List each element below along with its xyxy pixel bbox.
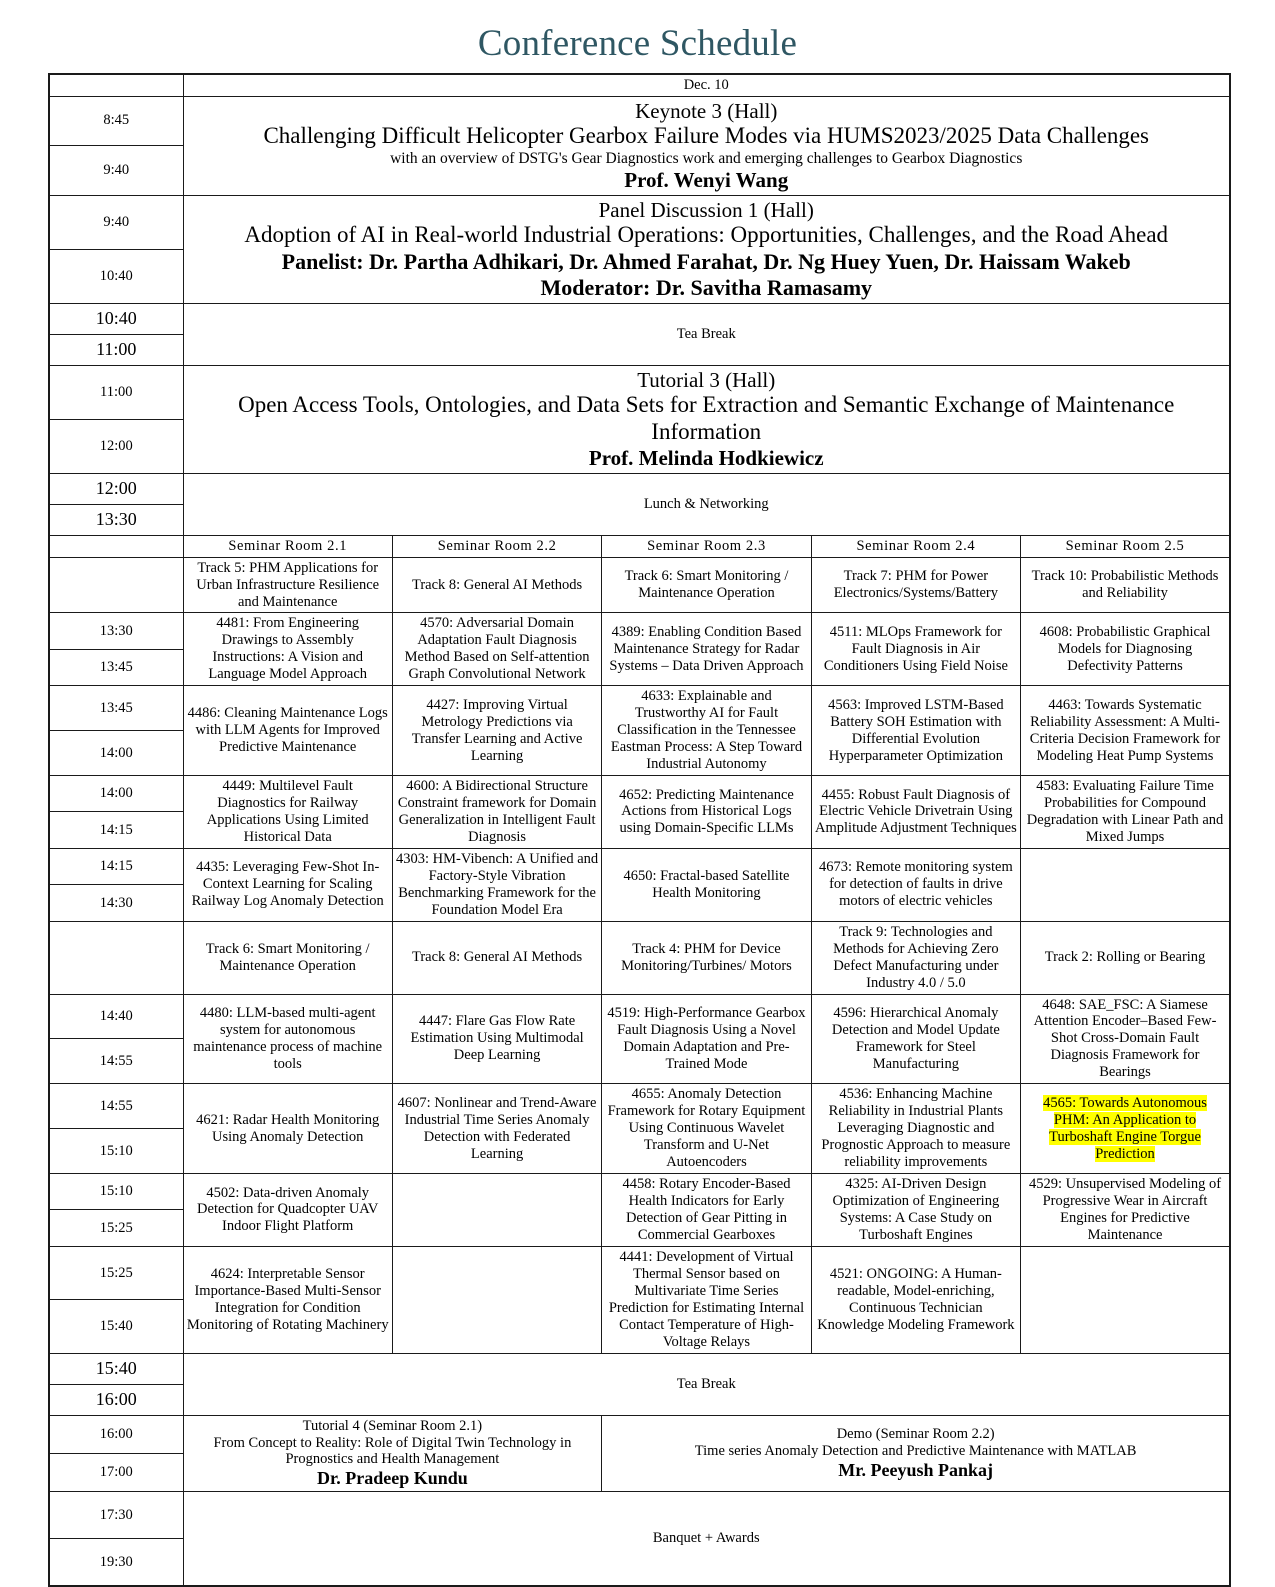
time-start: 14:15 bbox=[49, 848, 183, 884]
session-cell[interactable]: 4536: Enhancing Machine Reliability in Industrial Plants Leveraging Diagnostic and Prognostic Approach to measure reliability improvements bbox=[811, 1084, 1020, 1174]
tea-break-2-row-start bbox=[49, 1353, 1230, 1384]
session-cell[interactable]: 4480: LLM-based multi-agent system for autonomous maintenance process of machine tools bbox=[183, 994, 392, 1084]
highlighted-session-text: 4565: Towards Autonomous PHM: An Application to Turboshaft Engine Torgue Prediction bbox=[1043, 1094, 1207, 1162]
session-cell[interactable]: 4652: Predicting Maintenance Actions from Historical Logs using Domain-Specific LLMs bbox=[602, 776, 811, 849]
time-date-header: Time/Date bbox=[49, 74, 183, 96]
tutorial3-topic: Open Access Tools, Ontologies, and Data Sets for Extraction and Semantic Exchange of Maintenance Information bbox=[238, 392, 1175, 445]
time-end: 14:30 bbox=[49, 885, 183, 921]
track-header-row-2 bbox=[49, 921, 1230, 994]
time-start: 17:30 bbox=[49, 1492, 183, 1539]
session-row-start bbox=[49, 994, 1230, 1039]
panel-title: Panel Discussion 1 (Hall) bbox=[598, 197, 814, 222]
time-start: 9:40 bbox=[49, 195, 183, 249]
time-start: 12:00 bbox=[49, 473, 183, 504]
tutorial3-row-start bbox=[49, 365, 1230, 419]
keynote-row-start bbox=[49, 96, 1230, 146]
session-cell[interactable]: 4570: Adversarial Domain Adaptation Fault Diagnosis Method Based on Self-attention Graph Convolutional Network bbox=[392, 613, 601, 686]
session-cell[interactable]: 4608: Probabilistic Graphical Models for Diagnosing Defectivity Patterns bbox=[1021, 613, 1230, 686]
time-end: 15:25 bbox=[49, 1210, 183, 1246]
tea-break-label: Tea Break bbox=[183, 303, 1230, 365]
session-cell[interactable]: 4563: Improved LSTM-Based Battery SOH Estimation with Differential Evolution Hyperparameter Optimization bbox=[811, 686, 1020, 776]
session-cell[interactable]: 4486: Cleaning Maintenance Logs with LLM Agents for Improved Predictive Maintenance bbox=[183, 686, 392, 776]
time-start: 13:30 bbox=[49, 613, 183, 649]
time-end: 14:00 bbox=[49, 731, 183, 776]
conference-schedule-table bbox=[48, 73, 1231, 1587]
session-cell[interactable]: 4447: Flare Gas Flow Rate Estimation Using Multimodal Deep Learning bbox=[392, 994, 601, 1084]
room-header-spacer bbox=[49, 535, 183, 557]
tutorial4-topic: From Concept to Reality: Role of Digital Twin Technology in Prognostics and Health Management bbox=[213, 1434, 572, 1468]
lunch-label: Lunch & Networking bbox=[183, 473, 1230, 535]
session-cell[interactable]: 4633: Explainable and Trustworthy AI for Fault Classification in the Tennessee Eastman Process: A Step Toward Industrial Autonomy bbox=[602, 686, 811, 776]
time-start: 14:55 bbox=[49, 1084, 183, 1129]
session-cell[interactable]: 4650: Fractal-based Satellite Health Monitoring bbox=[602, 848, 811, 921]
panel-topic: Adoption of AI in Real-world Industrial Operations: Opportunities, Challenges, and the Road Ahead bbox=[244, 222, 1169, 248]
room-header-2: Seminar Room 2.2 bbox=[392, 535, 601, 557]
panel-panelists: Panelist: Dr. Partha Adhikari, Dr. Ahmed Farahat, Dr. Ng Huey Yuen, Dr. Haissam Wakeb bbox=[281, 249, 1131, 275]
session-row-start bbox=[49, 686, 1230, 731]
session-row-start bbox=[49, 1246, 1230, 1299]
seminar-room-header-row bbox=[49, 535, 1230, 557]
track-label-2: Track 8: General AI Methods bbox=[392, 921, 601, 994]
time-start: 13:45 bbox=[49, 686, 183, 731]
session-row-start bbox=[49, 776, 1230, 812]
banquet-label: Banquet + Awards bbox=[183, 1492, 1230, 1587]
room-header-5: Seminar Room 2.5 bbox=[1021, 535, 1230, 557]
tutorial4-row-start bbox=[49, 1415, 1230, 1453]
session-cell[interactable]: 4441: Development of Virtual Thermal Sensor based on Multivariate Time Series Prediction for Estimating Internal Contact Temperature of High-Voltage Relays bbox=[602, 1246, 811, 1353]
track-label-3: Track 4: PHM for Device Monitoring/Turbines/ Motors bbox=[602, 921, 811, 994]
time-end: 9:40 bbox=[49, 146, 183, 196]
session-cell[interactable]: 4529: Unsupervised Modeling of Progressive Wear in Aircraft Engines for Predictive Maintenance bbox=[1021, 1174, 1230, 1247]
session-cell[interactable]: 4648: SAE_FSC: A Siamese Attention Encoder–Based Few-Shot Cross-Domain Fault Diagnosis Framework for Bearings bbox=[1021, 994, 1230, 1084]
time-start: 14:40 bbox=[49, 994, 183, 1039]
session-cell-empty bbox=[1021, 1246, 1230, 1353]
session-cell[interactable]: 4511: MLOps Framework for Fault Diagnosis in Air Conditioners Using Field Noise bbox=[811, 613, 1020, 686]
time-end: 13:45 bbox=[49, 649, 183, 685]
page-title: Conference Schedule bbox=[477, 23, 798, 64]
session-cell[interactable]: 4655: Anomaly Detection Framework for Rotary Equipment Using Continuous Wavelet Transform and U-Net Autoencoders bbox=[602, 1084, 811, 1174]
session-cell[interactable]: 4502: Data-driven Anomaly Detection for Quadcopter UAV Indoor Flight Platform bbox=[183, 1174, 392, 1247]
session-row-start bbox=[49, 1084, 1230, 1129]
tea-break-1-row-start bbox=[49, 303, 1230, 334]
session-row-start bbox=[49, 848, 1230, 884]
room-header-1: Seminar Room 2.1 bbox=[183, 535, 392, 557]
room-header-3: Seminar Room 2.3 bbox=[602, 535, 811, 557]
session-cell[interactable]: 4596: Hierarchical Anomaly Detection and Model Update Framework for Steel Manufacturing bbox=[811, 994, 1020, 1084]
session-cell[interactable]: 4463: Towards Systematic Reliability Assessment: A Multi-Criteria Decision Framework for Modeling Heat Pump Systems bbox=[1021, 686, 1230, 776]
time-start: 14:00 bbox=[49, 776, 183, 812]
session-cell[interactable]: 4519: High-Performance Gearbox Fault Diagnosis Using a Novel Domain Adaptation and Pre-Trained Mode bbox=[602, 994, 811, 1084]
demo-speaker: Mr. Peeyush Pankaj bbox=[838, 1459, 994, 1480]
session-cell-empty bbox=[392, 1174, 601, 1247]
session-cell[interactable]: 4389: Enabling Condition Based Maintenance Strategy for Radar Systems – Data Driven Approach bbox=[602, 613, 811, 686]
time-end: 14:15 bbox=[49, 812, 183, 848]
track-row-spacer bbox=[49, 921, 183, 994]
time-end: 13:30 bbox=[49, 504, 183, 535]
track-label-5: Track 2: Rolling or Bearing bbox=[1021, 921, 1230, 994]
time-start: 15:25 bbox=[49, 1246, 183, 1299]
track-label-4: Track 7: PHM for Power Electronics/Systems/Battery bbox=[811, 557, 1020, 613]
keynote-speaker: Prof. Wenyi Wang bbox=[624, 168, 789, 193]
tutorial3-speaker: Prof. Melinda Hodkiewicz bbox=[588, 446, 824, 471]
track-row-spacer bbox=[49, 557, 183, 613]
session-cell[interactable]: 4427: Improving Virtual Metrology Predictions via Transfer Learning and Active Learning bbox=[392, 686, 601, 776]
tutorial3-session bbox=[183, 365, 1230, 473]
time-end: 15:10 bbox=[49, 1129, 183, 1174]
session-row-start bbox=[49, 1174, 1230, 1210]
panel-moderator: Moderator: Dr. Savitha Ramasamy bbox=[540, 275, 873, 300]
session-cell-empty bbox=[1021, 848, 1230, 921]
table-header-row bbox=[49, 74, 1230, 96]
time-start: 8:45 bbox=[49, 96, 183, 146]
session-cell[interactable]: 4435: Leveraging Few-Shot In-Context Learning for Scaling Railway Log Anomaly Detection bbox=[183, 848, 392, 921]
keynote-subtitle: with an overview of DSTG's Gear Diagnostics work and emerging challenges to Gearbox Diagnostics bbox=[390, 150, 1023, 168]
time-start: 10:40 bbox=[49, 303, 183, 334]
session-cell[interactable]: 4607: Nonlinear and Trend-Aware Industrial Time Series Anomaly Detection with Federated Learning bbox=[392, 1084, 601, 1174]
tutorial4-title: Tutorial 4 (Seminar Room 2.1) bbox=[302, 1417, 483, 1434]
track-label-1: Track 5: PHM Applications for Urban Infrastructure Resilience and Maintenance bbox=[183, 557, 392, 613]
session-cell[interactable]: 4481: From Engineering Drawings to Assembly Instructions: A Vision and Language Model Approach bbox=[183, 613, 392, 686]
time-end: 17:00 bbox=[49, 1454, 183, 1492]
time-start: 16:00 bbox=[49, 1415, 183, 1453]
track-header-row-1 bbox=[49, 557, 1230, 613]
panel-session bbox=[183, 195, 1230, 303]
session-cell[interactable]: 4624: Interpretable Sensor Importance-Based Multi-Sensor Integration for Condition Monitoring of Rotating Machinery bbox=[183, 1246, 392, 1353]
session-row-start bbox=[49, 613, 1230, 649]
time-end: 16:00 bbox=[49, 1384, 183, 1415]
tutorial3-title: Tutorial 3 (Hall) bbox=[637, 367, 776, 392]
time-end: 10:40 bbox=[49, 249, 183, 303]
session-cell[interactable]: 4455: Robust Fault Diagnosis of Electric Vehicle Drivetrain Using Amplitude Adjustment Techniques bbox=[811, 776, 1020, 849]
tutorial4-session[interactable] bbox=[183, 1415, 602, 1492]
keynote-talk-title: Challenging Difficult Helicopter Gearbox Failure Modes via HUMS2023/2025 Data Challenges bbox=[263, 123, 1149, 149]
session-cell[interactable]: 4458: Rotary Encoder-Based Health Indicators for Early Detection of Gear Pitting in Commercial Gearboxes bbox=[602, 1174, 811, 1247]
demo-session[interactable] bbox=[602, 1415, 1230, 1492]
track-label-4: Track 9: Technologies and Methods for Achieving Zero Defect Manufacturing under Industry 4.0 / 5.0 bbox=[811, 921, 1020, 994]
session-cell[interactable]: 4621: Radar Health Monitoring Using Anomaly Detection bbox=[183, 1084, 392, 1174]
track-label-5: Track 10: Probabilistic Methods and Reliability bbox=[1021, 557, 1230, 613]
time-end: 11:00 bbox=[49, 334, 183, 365]
session-cell-highlighted[interactable] bbox=[1021, 1084, 1230, 1174]
track-label-1: Track 6: Smart Monitoring / Maintenance Operation bbox=[183, 921, 392, 994]
room-header-4: Seminar Room 2.4 bbox=[811, 535, 1020, 557]
time-end: 15:40 bbox=[49, 1300, 183, 1353]
time-end: 19:30 bbox=[49, 1539, 183, 1587]
demo-topic: Time series Anomaly Detection and Predictive Maintenance with MATLAB bbox=[694, 1442, 1137, 1459]
tea-break-label: Tea Break bbox=[183, 1353, 1230, 1415]
tutorial4-speaker: Dr. Pradeep Kundu bbox=[316, 1468, 468, 1489]
track-label-2: Track 8: General AI Methods bbox=[392, 557, 601, 613]
session-cell[interactable]: 4449: Multilevel Fault Diagnostics for Railway Applications Using Limited Historical Data bbox=[183, 776, 392, 849]
track-label-3: Track 6: Smart Monitoring / Maintenance Operation bbox=[602, 557, 811, 613]
keynote-session bbox=[183, 96, 1230, 195]
demo-title: Demo (Seminar Room 2.2) bbox=[836, 1426, 995, 1443]
time-end: 14:55 bbox=[49, 1039, 183, 1084]
session-cell[interactable]: 4673: Remote monitoring system for detection of faults in drive motors of electric vehicles bbox=[811, 848, 1020, 921]
session-cell[interactable]: 4583: Evaluating Failure Time Probabilities for Compound Degradation with Linear Path and Mixed Jumps bbox=[1021, 776, 1230, 849]
session-cell[interactable]: 4600: A Bidirectional Structure Constraint framework for Domain Generalization in Intelligent Fault Diagnosis bbox=[392, 776, 601, 849]
date-header: Dec. 10 bbox=[183, 74, 1230, 96]
session-cell[interactable]: 4325: AI-Driven Design Optimization of Engineering Systems: A Case Study on Turboshaft Engines bbox=[811, 1174, 1020, 1247]
session-cell[interactable]: 4521: ONGOING: A Human-readable, Model-enriching, Continuous Technician Knowledge Modeling Framework bbox=[811, 1246, 1020, 1353]
keynote-title: Keynote 3 (Hall) bbox=[635, 98, 778, 123]
banquet-row-start bbox=[49, 1492, 1230, 1539]
panel-row-start bbox=[49, 195, 1230, 249]
time-start: 11:00 bbox=[49, 365, 183, 419]
time-start: 15:40 bbox=[49, 1353, 183, 1384]
session-cell[interactable]: 4303: HM-Vibench: A Unified and Factory-Style Vibration Benchmarking Framework for the Foundation Model Era bbox=[392, 848, 601, 921]
lunch-row-start bbox=[49, 473, 1230, 504]
time-end: 12:00 bbox=[49, 419, 183, 473]
time-start: 15:10 bbox=[49, 1174, 183, 1210]
session-cell-empty bbox=[392, 1246, 601, 1353]
